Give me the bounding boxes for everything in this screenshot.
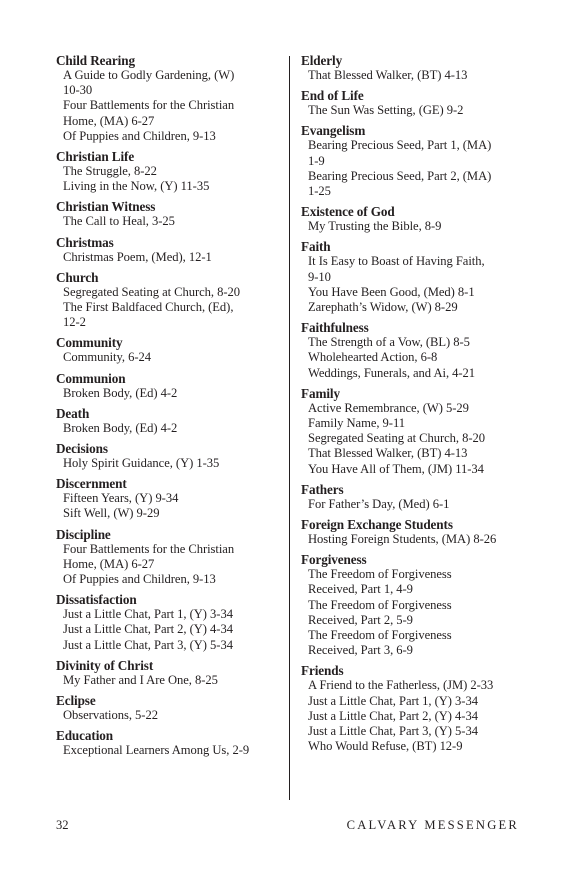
topic-heading: Eclipse: [56, 693, 96, 709]
topic-entry: Received, Part 3, 6-9: [308, 643, 413, 658]
index-topic: [301, 517, 526, 547]
index-topic: [301, 482, 526, 512]
topic-entry: Sift Well, (W) 9-29: [63, 506, 160, 521]
index-topic: [56, 658, 278, 688]
index-topic: [56, 149, 278, 194]
publication-title: CALVARY MESSENGER: [346, 818, 519, 832]
topic-entry: Just a Little Chat, Part 3, (Y) 5-34: [63, 637, 233, 652]
topic-heading: Church: [56, 269, 99, 285]
topic-entry: You Have Been Good, (Med) 8-1: [308, 284, 475, 299]
topic-entry: Observations, 5-22: [63, 708, 158, 723]
topic-entry: The Sun Was Setting, (GE) 9-2: [308, 103, 464, 118]
topic-entry: Just a Little Chat, Part 1, (Y) 3-34: [308, 693, 478, 708]
topic-entry: Bearing Precious Seed, Part 2, (MA): [308, 168, 492, 183]
topic-entry: Active Remembrance, (W) 5-29: [308, 400, 469, 415]
topic-heading: Elderly: [301, 53, 343, 68]
index-topic: [301, 239, 526, 315]
topic-entry: Of Puppies and Children, 9-13: [63, 128, 216, 143]
index-topic: [56, 53, 278, 144]
topic-entry: 10-30: [63, 83, 93, 98]
topic-entry: Just a Little Chat, Part 1, (Y) 3-34: [63, 607, 233, 622]
index-topic: [56, 527, 278, 588]
topic-entry: The Freedom of Forgiveness: [308, 628, 452, 643]
index-topic: [301, 320, 526, 381]
topic-entry: That Blessed Walker, (BT) 4-13: [308, 68, 468, 82]
topic-entry: For Father’s Day, (Med) 6-1: [308, 496, 450, 511]
topic-heading: Foreign Exchange Students: [301, 517, 453, 533]
index-topic: [301, 663, 526, 754]
topic-entry: Holy Spirit Guidance, (Y) 1-35: [63, 456, 220, 471]
topic-heading: Forgiveness: [301, 552, 367, 568]
topic-entry: Fifteen Years, (Y) 9-34: [63, 491, 179, 506]
topic-heading: Education: [56, 728, 113, 744]
topic-entry: Four Battlements for the Christian: [63, 98, 235, 113]
topic-entry: Exceptional Learners Among Us, 2-9: [63, 743, 250, 758]
topic-entry: Weddings, Funerals, and Ai, 4-21: [308, 365, 476, 380]
topic-entry: My Trusting the Bible, 8-9: [308, 219, 442, 234]
topic-entry: It Is Easy to Boast of Having Faith,: [308, 254, 485, 269]
topic-heading: Community: [56, 335, 123, 351]
topic-entry: Home, (MA) 6-27: [63, 113, 155, 128]
topic-heading: Friends: [301, 663, 344, 679]
topic-entry: Wholehearted Action, 6-8: [308, 350, 438, 365]
topic-heading: Child Rearing: [56, 53, 135, 68]
topic-heading: Discipline: [56, 526, 111, 542]
index-topic: [56, 371, 278, 401]
topic-entry: Just a Little Chat, Part 2, (Y) 4-34: [63, 622, 233, 637]
topic-entry: The Struggle, 8-22: [63, 164, 157, 179]
topic-heading: Christmas: [56, 234, 114, 250]
page-number: 32: [56, 818, 69, 832]
topic-heading: Existence of God: [301, 204, 395, 220]
topic-entry: Of Puppies and Children, 9-13: [63, 572, 216, 587]
topic-entry: The Freedom of Forgiveness: [308, 567, 452, 582]
topic-entry: My Father and I Are One, 8-25: [63, 672, 218, 687]
topic-entry: Just a Little Chat, Part 2, (Y) 4-34: [308, 708, 478, 723]
topic-entry: 12-2: [63, 315, 86, 330]
topic-heading: End of Life: [301, 88, 364, 104]
topic-entry: A Friend to the Fatherless, (JM) 2-33: [308, 678, 494, 693]
index-topic: [301, 123, 526, 199]
topic-entry: Living in the Now, (Y) 11-35: [63, 179, 210, 194]
index-topic: [56, 199, 278, 229]
topic-entry: 9-10: [308, 269, 331, 284]
topic-heading: Dissatisfaction: [56, 592, 137, 608]
index-topic: [301, 386, 526, 477]
topic-heading: Christian Life: [56, 149, 135, 165]
topic-entry: You Have All of Them, (JM) 11-34: [308, 461, 484, 476]
index-topic: [301, 204, 526, 234]
topic-entry: Broken Body, (Ed) 4-2: [63, 385, 178, 400]
index-topic: [301, 88, 526, 118]
topic-heading: Evangelism: [301, 123, 366, 139]
topic-heading: Faithfulness: [301, 320, 369, 336]
topic-entry: Home, (MA) 6-27: [63, 556, 155, 571]
topic-entry: 1-25: [308, 184, 331, 199]
topic-heading: Communion: [56, 370, 126, 386]
topic-heading: Faith: [301, 239, 331, 255]
index-topic: [56, 235, 278, 265]
column-divider: [289, 56, 290, 800]
topic-entry: Segregated Seating at Church, 8-20: [63, 284, 241, 299]
topic-entry: That Blessed Walker, (BT) 4-13: [308, 446, 468, 461]
topic-heading: Family: [301, 385, 340, 401]
topic-entry: The Strength of a Vow, (BL) 8-5: [308, 335, 470, 350]
topic-heading: Decisions: [56, 441, 108, 457]
topic-entry: Community, 6-24: [63, 350, 151, 365]
topic-heading: Fathers: [301, 481, 344, 497]
index-topic: [56, 270, 278, 331]
index-topic: [56, 592, 278, 653]
topic-entry: Broken Body, (Ed) 4-2: [63, 420, 178, 435]
index-topic: [56, 728, 278, 758]
topic-entry: Received, Part 2, 5-9: [308, 612, 413, 627]
topic-entry: The First Baldfaced Church, (Ed),: [63, 300, 234, 315]
topic-entry: Four Battlements for the Christian: [63, 541, 235, 556]
topic-heading: Divinity of Christ: [56, 657, 154, 673]
topic-entry: Just a Little Chat, Part 3, (Y) 5-34: [308, 724, 478, 739]
topic-entry: The Freedom of Forgiveness: [308, 597, 452, 612]
topic-entry: Received, Part 1, 4-9: [308, 582, 413, 597]
index-column-left: [56, 53, 278, 763]
topic-entry: Christmas Poem, (Med), 12-1: [63, 249, 212, 264]
topic-entry: Zarephath’s Widow, (W) 8-29: [308, 300, 458, 315]
topic-entry: 1-9: [308, 153, 325, 168]
topic-entry: A Guide to Godly Gardening, (W): [63, 68, 235, 82]
index-topic: [56, 335, 278, 365]
topic-entry: Segregated Seating at Church, 8-20: [308, 431, 486, 446]
index-topic: [56, 406, 278, 436]
topic-entry: Hosting Foreign Students, (MA) 8-26: [308, 532, 497, 547]
topic-entry: The Call to Heal, 3-25: [63, 214, 175, 229]
index-topic: [301, 552, 526, 658]
index-topic: [301, 53, 526, 83]
index-topic: [56, 476, 278, 521]
index-topic: [56, 441, 278, 471]
topic-heading: Death: [56, 405, 90, 421]
index-column-right: [301, 53, 526, 760]
topic-heading: Discernment: [56, 476, 127, 492]
topic-entry: Bearing Precious Seed, Part 1, (MA): [308, 138, 492, 153]
topic-entry: Who Would Refuse, (BT) 12-9: [308, 739, 463, 754]
topic-entry: Family Name, 9-11: [308, 416, 405, 431]
topic-heading: Christian Witness: [56, 199, 156, 215]
index-topic: [56, 693, 278, 723]
